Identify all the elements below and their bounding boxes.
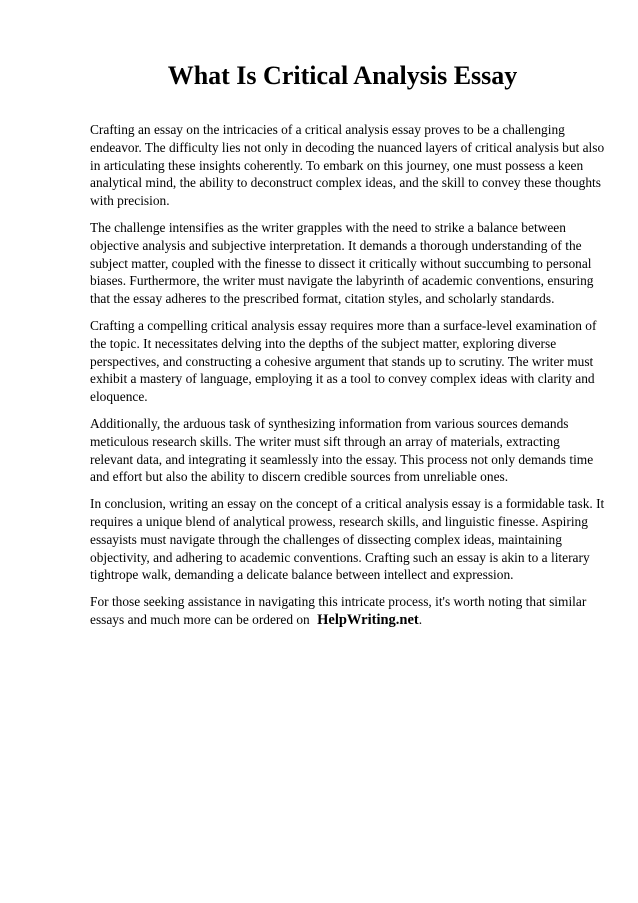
- document-body: [90, 121, 605, 639]
- paragraph-2: The challenge intensifies as the writer grapples with the need to strike a balance between objective analysis and subjective interpretation. It demands a thorough understanding of the subject matter, coupled with the finesse to dissect it critically without succumbing to personal biases. Furthermore, the writer must navigate the labyrinth of academic conventions, ensuring that the essay adheres to the prescribed format, citation styles, and scholarly standards.: [90, 219, 594, 307]
- paragraph-4: Additionally, the arduous task of synthesizing information from various sources demands meticulous research skills. The writer must sift through an array of materials, extracting relevant data, and integrating it seamlessly into the essay. This process not only demands time and effort but also the ability to discern credible sources from unreliable ones.: [90, 415, 594, 485]
- paragraph-5: In conclusion, writing an essay on the concept of a critical analysis essay is a formidable task. It requires a unique blend of analytical prowess, research skills, and linguistic finesse. Aspiring essayists must navigate through the challenges of dissecting complex ideas, maintaining objectivity, and adhering to academic conventions. Crafting such an essay is akin to a literary tightrope walk, demanding a delicate balance between intellect and expression.: [90, 496, 605, 583]
- paragraph-3: Crafting a compelling critical analysis essay requires more than a surface-level examination of the topic. It necessitates delving into the depths of the subject matter, exploring diverse perspectives, and constructing a cohesive argument that stands up to scrutiny. The writer must exhibit a mastery of language, employing it as a tool to convey complex ideas with clarity and eloquence.: [90, 317, 597, 405]
- paragraph-1: Crafting an essay on the intricacies of a critical analysis essay proves to be a challenging endeavor. The difficulty lies not only in decoding the nuanced layers of critical analysis but also in articulating these insights coherently. To embark on this journey, one must possess a keen analytical mind, the ability to deconstruct complex ideas, and the skill to convey these thoughts with precision.: [90, 122, 605, 209]
- closing-paragraph: [90, 593, 605, 630]
- closing-text: For those seeking assistance in navigating this intricate process, it's worth noting that similar essays and much more can be ordered on: [90, 594, 587, 627]
- document-title: What Is Critical Analysis Essay: [167, 61, 518, 90]
- helpwriting-link[interactable]: HelpWriting.net: [317, 611, 419, 628]
- closing-period: .: [418, 611, 423, 627]
